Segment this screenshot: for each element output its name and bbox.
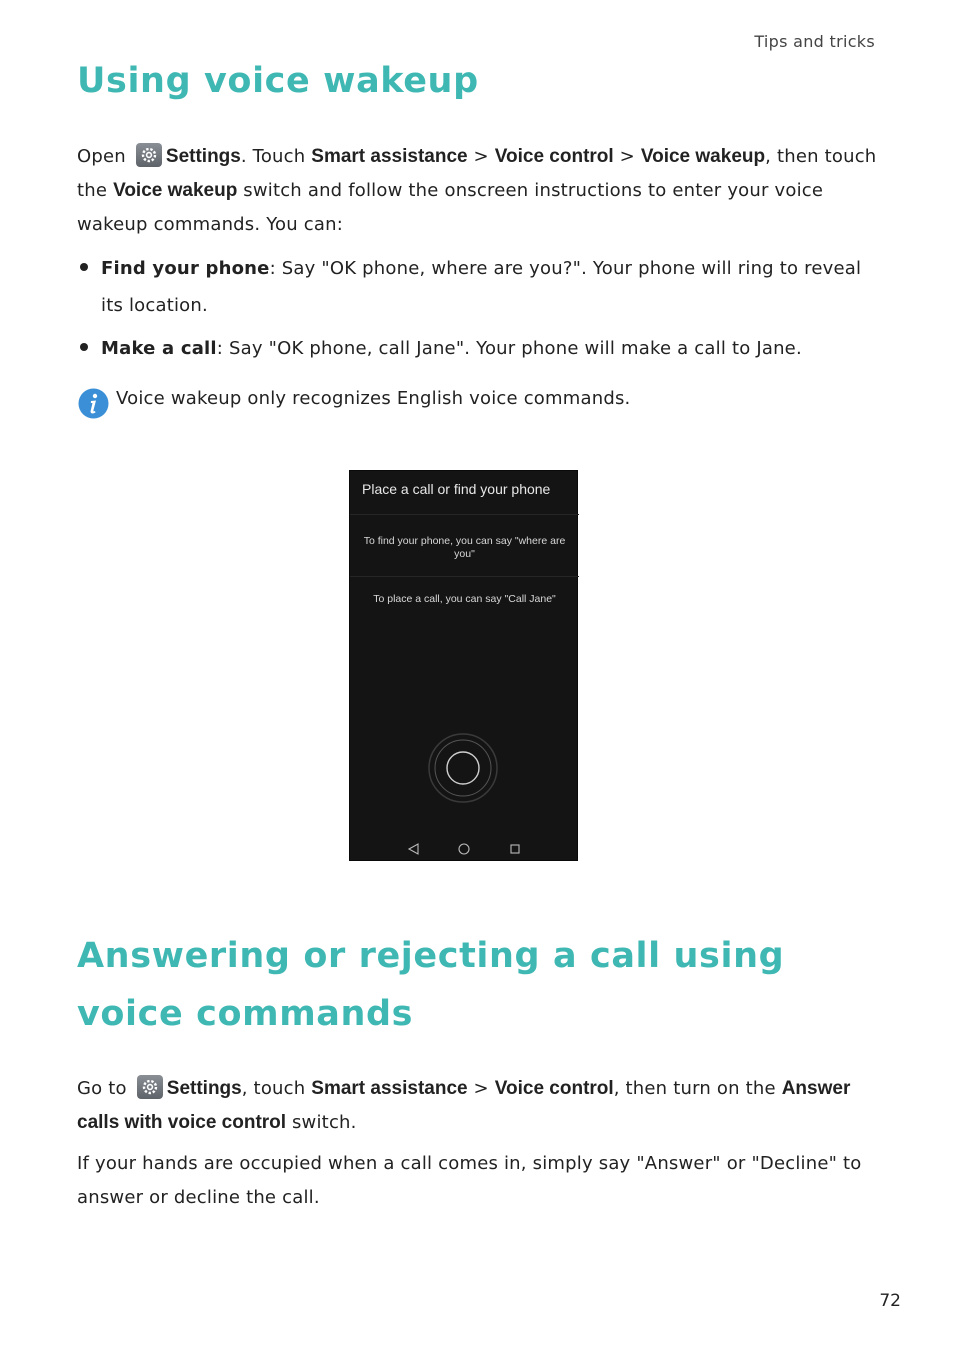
- smart-assistance-label: Smart assistance: [311, 1078, 468, 1099]
- smart-assistance-label: Smart assistance: [311, 146, 468, 167]
- section-title: Answering or rejecting a call using voice commands: [77, 936, 785, 1034]
- phone-screenshot: [349, 470, 578, 861]
- phone-row-find: To find your phone, you can say "where are you": [363, 535, 566, 560]
- para-text: Go to: [77, 1078, 127, 1099]
- bullet-label: Find your phone: [101, 258, 270, 279]
- intro-text: switch and follow the onscreen instructions to enter your voice wakeup commands. You can:: [77, 180, 824, 235]
- recents-icon: [511, 845, 519, 853]
- bullet-text: : Say "OK phone, where are you?". Your phone will ring to reveal its location.: [101, 258, 862, 316]
- settings-gear-icon: [136, 143, 162, 167]
- microphone-icon: [428, 733, 498, 803]
- para-text: , touch: [241, 1078, 306, 1099]
- voice-control-label: Voice control: [494, 146, 614, 167]
- running-header: Tips and tricks: [754, 32, 875, 51]
- bullet-dot: [80, 263, 88, 271]
- intro-text: the: [77, 180, 108, 201]
- note-text: Voice wakeup only recognizes English voice commands.: [116, 388, 631, 409]
- home-icon: [459, 844, 469, 854]
- bullet-make-call: [101, 330, 881, 367]
- settings-label: Settings: [166, 1078, 242, 1099]
- intro-paragraph: [77, 140, 877, 242]
- answer-calls-paragraph: [77, 1072, 877, 1140]
- info-icon: [78, 388, 109, 419]
- intro-text: Open: [77, 146, 126, 167]
- voice-wakeup-label: Voice wakeup: [113, 180, 238, 201]
- page-number: 72: [879, 1291, 901, 1311]
- settings-label: Settings: [165, 146, 241, 167]
- phone-divider: [350, 576, 579, 577]
- section-title: Using voice wakeup: [77, 61, 479, 101]
- phone-row-call: To place a call, you can say "Call Jane": [373, 593, 556, 605]
- intro-text: . Touch: [240, 146, 306, 167]
- phone-screen-title: Place a call or find your phone: [350, 471, 579, 515]
- bullet-label: Make a call: [101, 338, 217, 359]
- voice-control-label: Voice control: [494, 1078, 614, 1099]
- path-separator: >: [473, 1078, 489, 1099]
- path-separator: >: [619, 146, 635, 167]
- bullet-dot: [80, 343, 88, 351]
- bullet-text: : Say "OK phone, call Jane". Your phone will make a call to Jane.: [216, 338, 802, 359]
- phone-navigation-bar: [350, 839, 579, 859]
- hands-occupied-paragraph: If your hands are occupied when a call comes in, simply say "Answer" or "Decline" to answer or decline the call.: [77, 1153, 862, 1208]
- path-separator: >: [473, 146, 489, 167]
- answer-calls-label: Answer calls with voice control: [77, 1078, 851, 1133]
- para-text: switch.: [291, 1112, 357, 1133]
- settings-gear-icon: [137, 1075, 163, 1099]
- voice-wakeup-label: Voice wakeup: [640, 146, 766, 167]
- para-text: , then turn on the: [613, 1078, 776, 1099]
- back-icon: [409, 844, 418, 854]
- bullet-find-phone: [101, 250, 881, 324]
- intro-text: , then touch: [765, 146, 877, 167]
